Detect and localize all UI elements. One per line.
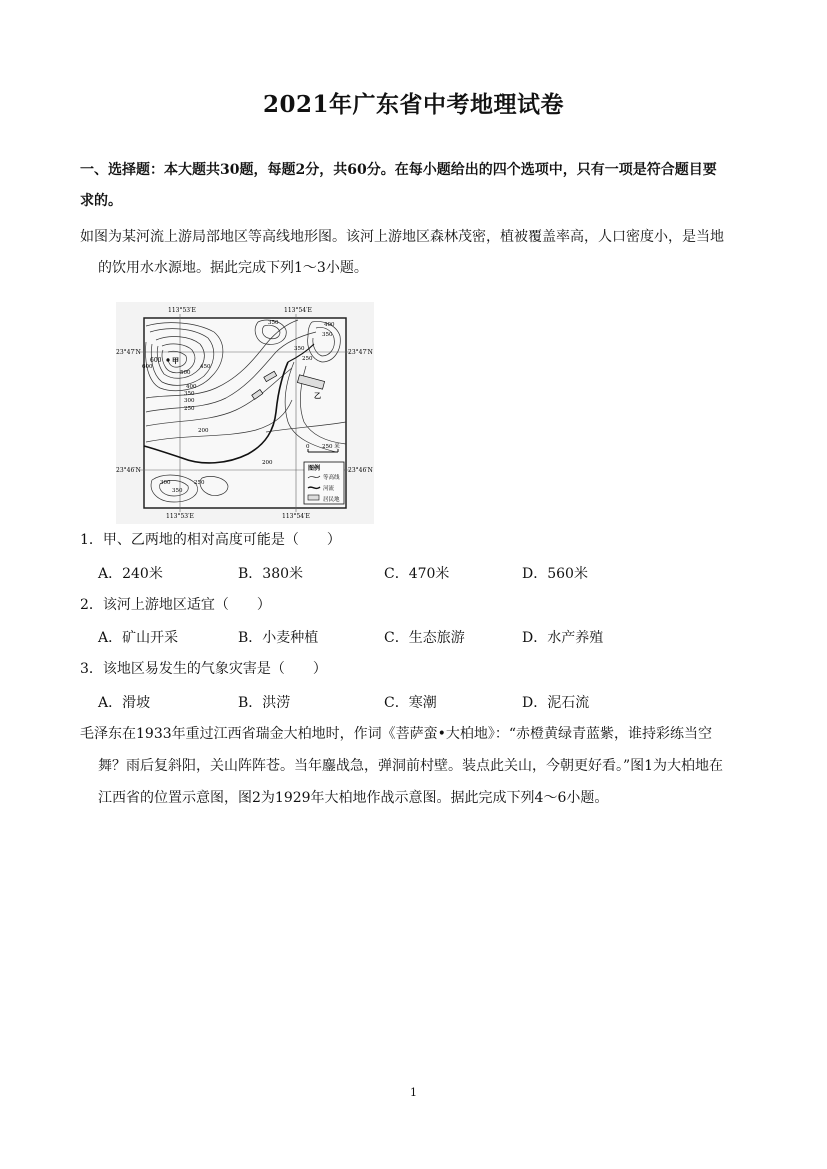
legend-contour-label: 等高线 (323, 475, 340, 481)
contour-label-250-left: 250 (184, 406, 195, 412)
lon-label-bottom-right: 113°54′E (282, 513, 310, 520)
legend-settlement-symbol (308, 495, 319, 500)
scale-label-0: 0 (306, 444, 310, 450)
peak-label: 600 (150, 357, 162, 364)
legend-settlement-label: 居民地 (323, 497, 340, 503)
page-title: 2021年广东省中考地理试卷 (262, 91, 564, 118)
contour-label-200-river: 200 (262, 460, 273, 466)
intro-paragraph-line-2: 的饮用水水源地。据此完成下列1～3小题。 (98, 260, 368, 276)
lon-label-top-left: 113°53′E (168, 307, 196, 314)
question-2-option-b: B．小麦种植 (238, 630, 319, 646)
place-yi: 乙 (314, 391, 321, 400)
map-legend (304, 462, 344, 504)
question-2-option-d: D．水产养殖 (522, 630, 604, 646)
peak-marker (166, 358, 169, 361)
intro-2-line-1: 毛泽东在1933年重过江西省瑞金大柏地时，作词《菩萨蛮•大柏地》：“赤橙黄绿青蓝紫，谁持彩练当空 (80, 726, 713, 742)
contour-label-350-bottom: 350 (172, 488, 183, 494)
legend-title: 图例 (308, 465, 321, 472)
scale-label-250: 250 米 (322, 444, 340, 450)
question-1-stem: 1．甲、乙两地的相对高度可能是（ ） (80, 532, 341, 548)
intro-2-line-2: 舞？雨后复斜阳，关山阵阵苍。当年鏖战急，弹洞前村壁。装点此关山，今朝更好看。”图1为大柏地在 (98, 758, 724, 774)
section-instruction-line-2: 求的。 (80, 193, 122, 209)
question-1-option-a: A．240米 (98, 566, 163, 582)
lat-label-top-left: 23°47′N (116, 349, 141, 356)
question-2-option-c: C．生态旅游 (384, 630, 465, 646)
question-2-option-a: A．矿山开采 (98, 630, 179, 646)
contour-label-350-right: 350 (322, 332, 333, 338)
lat-label-bottom-left: 23°46′N (116, 467, 141, 474)
contour-label-350-extra-2: 350 (294, 346, 305, 352)
contour-label-500: 500 (180, 370, 191, 376)
contour-label-400-left: 400 (186, 384, 197, 390)
lat-label-top-right: 23°47′N (348, 349, 373, 356)
section-instruction-line-1: 一、选择题：本大题共30题，每题2分，共60分。在每小题给出的四个选项中，只有一项是符合题目要 (80, 162, 717, 178)
contour-label-600-extra-4: 600 (142, 364, 153, 370)
contour-label-400: 400 (324, 322, 335, 328)
page-number: 1 (410, 1086, 417, 1099)
place-jia: 甲 (172, 356, 179, 365)
contour-map (116, 302, 374, 524)
contour-label-250-bottom: 250 (194, 480, 205, 486)
contour-label-200-mid: 200 (198, 428, 209, 434)
question-3-option-a: A．滑坡 (98, 695, 151, 711)
contour-label-300-bottom: 300 (160, 480, 171, 486)
contour-label-250-right: 250 (302, 356, 313, 362)
intro-paragraph-line-1: 如图为某河流上游局部地区等高线地形图。该河上游地区森林茂密，植被覆盖率高，人口密度小，是当地 (80, 229, 724, 245)
question-3-stem: 3．该地区易发生的气象灾害是（ ） (80, 661, 327, 677)
question-3-option-b: B．洪涝 (238, 695, 291, 711)
question-2-stem: 2．该河上游地区适宜（ ） (80, 597, 271, 613)
lon-label-top-right: 113°54′E (284, 307, 312, 314)
question-1-option-b: B．380米 (238, 566, 304, 582)
question-3-option-d: D．泥石流 (522, 695, 590, 711)
contour-label-350-left: 350 (184, 391, 195, 397)
question-1-option-c: C．470米 (384, 566, 450, 582)
intro-2-line-3: 江西省的位置示意图，图2为1929年大柏地作战示意图。据此完成下列4～6小题。 (98, 790, 609, 806)
lon-label-bottom-left: 113°53′E (166, 513, 194, 520)
contour-label-350-top: 350 (268, 320, 279, 326)
question-3-option-c: C．寒潮 (384, 695, 437, 711)
contour-label-300: 300 (184, 398, 195, 404)
contour-label-450: 450 (200, 364, 211, 370)
legend-river-label: 河流 (323, 486, 335, 492)
lat-label-bottom-right: 23°46′N (348, 467, 373, 474)
question-1-option-d: D．560米 (522, 566, 588, 582)
